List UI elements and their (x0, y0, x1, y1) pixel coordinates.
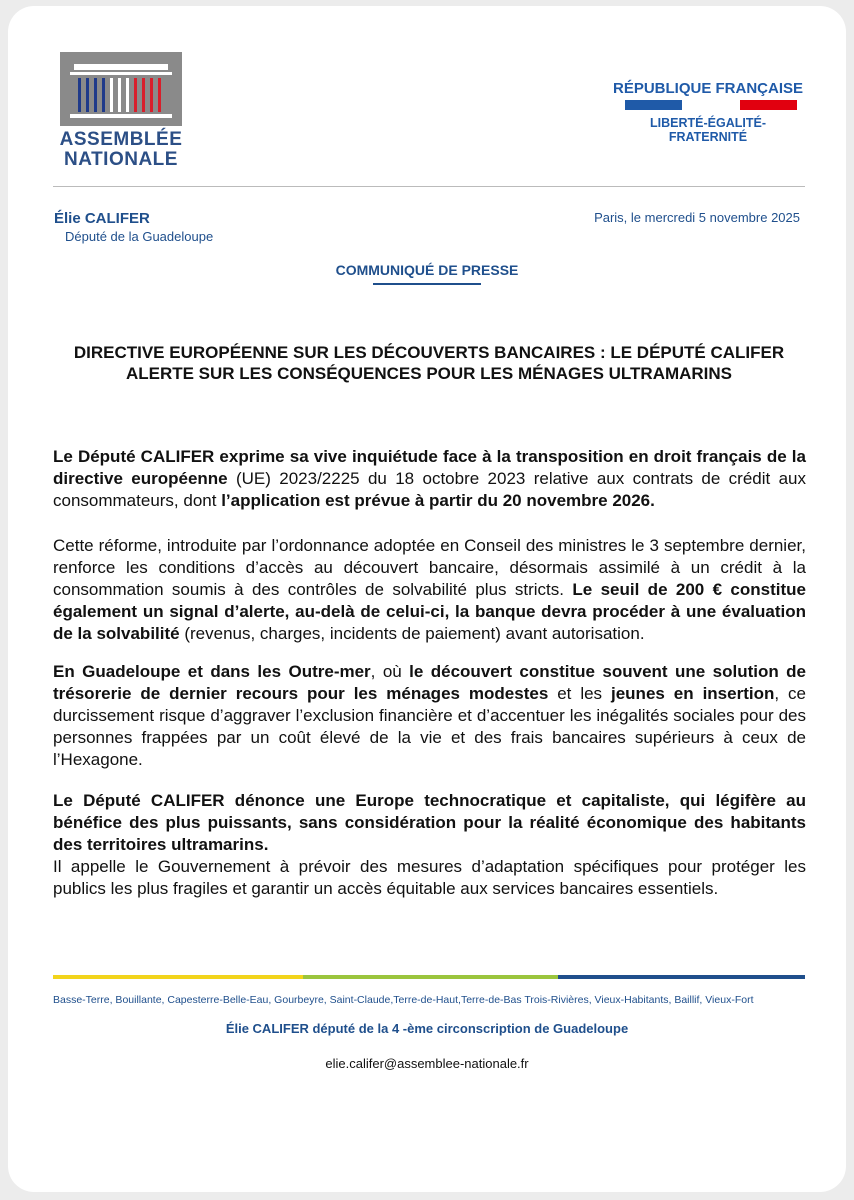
tricolor-flag (625, 100, 797, 110)
p1-bold-1: Le Député CALIFER exprime sa vive inquiétude face à la transposition en droit français de la directive européenne (53, 447, 806, 488)
p4-bold-1: Le Député CALIFER dénonce une Europe technocratique et capitaliste, qui légifère au bénéfice des plus puissants, sans considération pour la réalité économique des habitants des territoires ultramarins. (53, 791, 806, 854)
rf-motto: LIBERTÉ-ÉGALITÉ-FRATERNITÉ (650, 116, 766, 144)
author-role: Député de la Guadeloupe (65, 229, 214, 244)
logo-text-line2: NATIONALE (64, 149, 178, 170)
dateline: Paris, le mercredi 5 novembre 2025 (594, 210, 800, 225)
assemblee-nationale-logo (53, 52, 189, 176)
paragraph-2 (53, 535, 806, 645)
p3-bold-3: jeunes en insertion (611, 684, 775, 703)
p1-text-1: (UE) 2023/2225 du 18 octobre 2023 relative aux contrats de crédit aux consommateurs, dont (53, 469, 806, 510)
p3-text-2: et les (548, 684, 611, 703)
paragraph-1 (53, 446, 806, 512)
paragraph-5 (53, 856, 806, 900)
p3-bold-1: En Guadeloupe et dans les Outre-mer (53, 662, 371, 681)
p3-text-1: , où (370, 662, 410, 681)
p1-bold-2: l’application est prévue à partir du 20 novembre 2026. (221, 491, 655, 510)
communique-label: COMMUNIQUÉ DE PRESSE (335, 262, 519, 278)
header-divider (53, 186, 805, 187)
hemicycle-emblem (60, 52, 182, 126)
rf-title: RÉPUBLIQUE FRANÇAISE (613, 80, 804, 97)
footer-tricolor-line (53, 975, 805, 979)
p2-text-1: Cette réforme, introduite par l’ordonnance adoptée en Conseil des ministres le 3 septembre dernier, renforce les conditions d’accès au découvert bancaire, désormais assimilé à un crédit à la consommation soumis à des contrôles de solvabilité plus stricts. (53, 536, 806, 599)
footer-towns: Basse-Terre, Bouillante, Capesterre-Belle-Eau, Gourbeyre, Saint-Claude,Terre-de-Haut,Terre-de-Bas Trois-Rivières, Vieux-Habitants, Baillif, Vieux-Fort (53, 994, 754, 1006)
logo-text-line1: ASSEMBLÉE (59, 129, 183, 150)
paragraph-3 (53, 661, 806, 771)
paragraph-4 (53, 790, 806, 856)
communique-underline (373, 283, 481, 285)
p2-bold-1: Le seuil de 200 € constitue également un signal d’alerte, au-delà de celui-ci, la banque devra procéder à une évaluation de la solvabilité (53, 580, 806, 643)
author-name: Élie CALIFER (54, 210, 150, 227)
p5-text-1: Il appelle le Gouvernement à prévoir des mesures d’adaptation spécifiques pour protéger les publics les plus fragiles et garantir un accès équitable aux services bancaires essentiels. (53, 857, 806, 898)
p2-text-2: (revenus, charges, incidents de paiement) avant autorisation. (179, 624, 645, 643)
p3-bold-2: le découvert constitue souvent une solution de trésorerie de dernier recours pour les ménages modestes (53, 662, 806, 703)
press-release-page (8, 6, 846, 1192)
footer-email[interactable]: elie.califer@assemblee-nationale.fr (325, 1056, 529, 1071)
headline: DIRECTIVE EUROPÉENNE SUR LES DÉCOUVERTS BANCAIRES : LE DÉPUTÉ CALIFER ALERTE SUR LES CONSÉQUENCES POUR LES MÉNAGES ULTRAMARINS (73, 343, 785, 383)
footer-circonscription: Élie CALIFER député de la 4 -ème circonscription de Guadeloupe (225, 1021, 629, 1036)
republique-francaise-logo (613, 80, 813, 144)
p3-text-3: , ce durcissement risque d’aggraver l’exclusion financière et d’accentuer les inégalités sociales pour des personnes frappées par un coût élevé de la vie et des frais bancaires supérieurs à ceux de l’Hexagone. (53, 684, 806, 769)
